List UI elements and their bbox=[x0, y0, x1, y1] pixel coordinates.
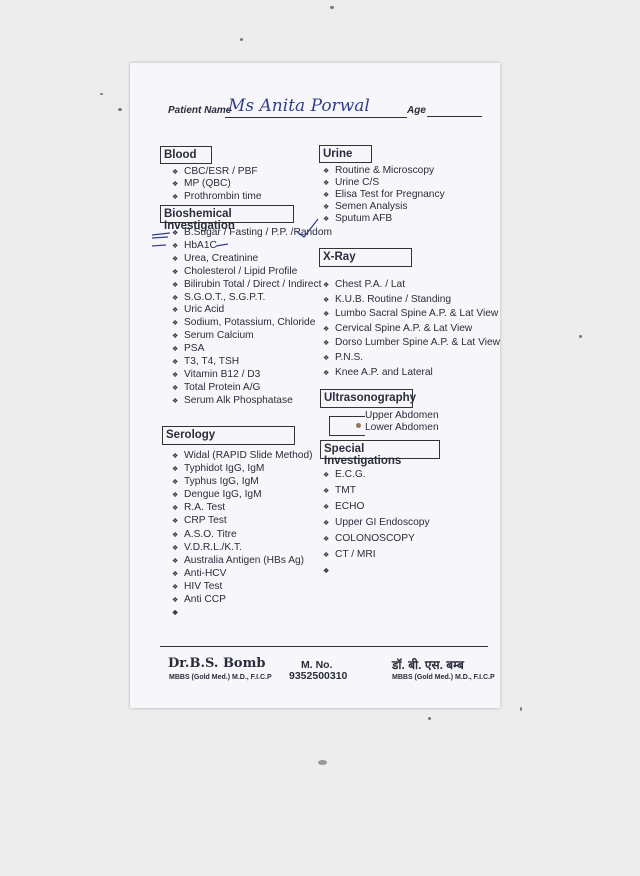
usg-header: Ultrasonography bbox=[320, 389, 413, 408]
special-list bbox=[323, 467, 430, 563]
background-speck bbox=[520, 707, 522, 711]
serology-item: ❖ Australia Antigen (HBs Ag) bbox=[172, 554, 313, 567]
usg-selection-dot bbox=[356, 423, 361, 428]
serology-item: ❖ Typhidot IgG, IgM bbox=[172, 462, 313, 475]
xray-item: ❖ Cervical Spine A.P. & Lat View bbox=[323, 322, 500, 337]
blood-header: Blood bbox=[160, 146, 212, 164]
biochem-item: ❖ Serum Calcium bbox=[172, 330, 332, 343]
biochem-item: ❖ Urea, Creatinine bbox=[172, 253, 332, 266]
serology-item: ❖ CRP Test bbox=[172, 514, 313, 527]
biochem-item: ❖ HbA1C bbox=[172, 240, 332, 253]
blood-list bbox=[172, 166, 262, 203]
xray-item: ❖ K.U.B. Routine / Standing bbox=[323, 293, 500, 308]
background-speck bbox=[330, 6, 334, 9]
blood-item: ❖ MP (QBC) bbox=[172, 178, 262, 190]
background-speck bbox=[318, 760, 327, 765]
patient-name-underline bbox=[225, 117, 407, 118]
biochem-header: Bioshemical Investigation bbox=[160, 205, 294, 223]
serology-item: ❖ Dengue IgG, IgM bbox=[172, 488, 313, 501]
patient-name-label: Patient Name bbox=[168, 105, 232, 116]
urine-list bbox=[323, 165, 445, 225]
age-underline bbox=[427, 116, 482, 117]
urine-item: ❖ Semen Analysis bbox=[323, 201, 445, 213]
special-item: ❖ CT / MRI bbox=[323, 547, 430, 563]
mno-label: M. No. bbox=[301, 659, 333, 671]
xray-item: ❖ Lumbo Sacral Spine A.P. & Lat View bbox=[323, 307, 500, 322]
serology-item: ❖ Anti CCP bbox=[172, 593, 313, 606]
urine-item: ❖ Routine & Microscopy bbox=[323, 165, 445, 177]
special-item: ❖ Upper GI Endoscopy bbox=[323, 515, 430, 531]
biochem-item: ❖ Cholesterol / Lipid Profile bbox=[172, 266, 332, 279]
biochem-item: ❖ PSA bbox=[172, 343, 332, 356]
special-item: ❖ COLONOSCOPY bbox=[323, 531, 430, 547]
serology-item: ❖ Typhus IgG, IgM bbox=[172, 475, 313, 488]
xray-item: ❖ Chest P.A. / Lat bbox=[323, 278, 500, 293]
usg-item-upper: Upper Abdomen bbox=[365, 410, 439, 421]
special-item: ❖ E.C.G. bbox=[323, 467, 430, 483]
biochem-item: ❖ Total Protein A/G bbox=[172, 382, 332, 395]
background-speck bbox=[579, 335, 582, 338]
prescription-form bbox=[130, 63, 500, 708]
doctor-qualifications: MBBS (Gold Med.) M.D., F.I.C.P bbox=[169, 674, 272, 681]
biochem-list bbox=[172, 227, 332, 408]
footer-divider bbox=[160, 646, 488, 647]
ink-markings bbox=[146, 213, 336, 253]
biochem-item: ❖ Uric Acid bbox=[172, 304, 332, 317]
background-speck bbox=[240, 38, 243, 41]
background-speck bbox=[100, 93, 103, 95]
biochem-item: ❖ Sodium, Potassium, Chloride bbox=[172, 317, 332, 330]
age-label: Age bbox=[407, 105, 426, 116]
doctor-name: Dr.B.S. Bomb bbox=[168, 656, 266, 671]
urine-item: ❖ Sputum AFB bbox=[323, 213, 445, 225]
background-speck bbox=[428, 717, 431, 720]
special-item: ❖ ECHO bbox=[323, 499, 430, 515]
xray-list bbox=[323, 278, 500, 380]
urine-header: Urine bbox=[319, 145, 372, 163]
xray-header: X-Ray bbox=[319, 248, 412, 267]
xray-item: ❖ Dorso Lumber Spine A.P. & Lat View bbox=[323, 336, 500, 351]
background-speck bbox=[118, 108, 122, 111]
serology-item: ❖ Anti-HCV bbox=[172, 567, 313, 580]
serology-item: ❖ V.D.R.L./K.T. bbox=[172, 541, 313, 554]
biochem-item: ❖ S.G.O.T., S.G.P.T. bbox=[172, 292, 332, 305]
serology-item: ❖ R.A. Test bbox=[172, 501, 313, 514]
biochem-item: ❖ Serum Alk Phosphatase bbox=[172, 395, 332, 408]
xray-item: ❖ Knee A.P. and Lateral bbox=[323, 366, 500, 381]
special-item: ❖ TMT bbox=[323, 483, 430, 499]
urine-item: ❖ Elisa Test for Pregnancy bbox=[323, 189, 445, 201]
urine-item: ❖ Urine C/S bbox=[323, 177, 445, 189]
biochem-item: ❖ T3, T4, TSH bbox=[172, 356, 332, 369]
serology-item: ❖ A.S.O. Titre bbox=[172, 528, 313, 541]
special-header: Special Investigations bbox=[320, 440, 440, 459]
biochem-item: ❖ Vitamin B12 / D3 bbox=[172, 369, 332, 382]
patient-name-value: Ms Anita Porwal bbox=[228, 96, 370, 116]
mno-value: 9352500310 bbox=[289, 670, 348, 682]
doctor-qualifications-right: MBBS (Gold Med.) M.D., F.I.C.P bbox=[392, 674, 495, 681]
serology-list bbox=[172, 449, 313, 606]
doctor-name-hindi: डॉ. बी. एस. बम्ब bbox=[392, 658, 464, 672]
xray-item: ❖ P.N.S. bbox=[323, 351, 500, 366]
biochem-item: ❖ Bilirubin Total / Direct / Indirect bbox=[172, 279, 332, 292]
usg-item-lower: Lower Abdomen bbox=[365, 422, 439, 433]
biochem-item: ❖ B.Sugar / Fasting / P.P. /Random bbox=[172, 227, 332, 240]
blood-item: ❖ CBC/ESR / PBF bbox=[172, 166, 262, 178]
serology-header: Serology bbox=[162, 426, 295, 445]
serology-item: ❖ HIV Test bbox=[172, 580, 313, 593]
blood-item: ❖ Prothrombin time bbox=[172, 191, 262, 203]
serology-item: ❖ Widal (RAPID Slide Method) bbox=[172, 449, 313, 462]
